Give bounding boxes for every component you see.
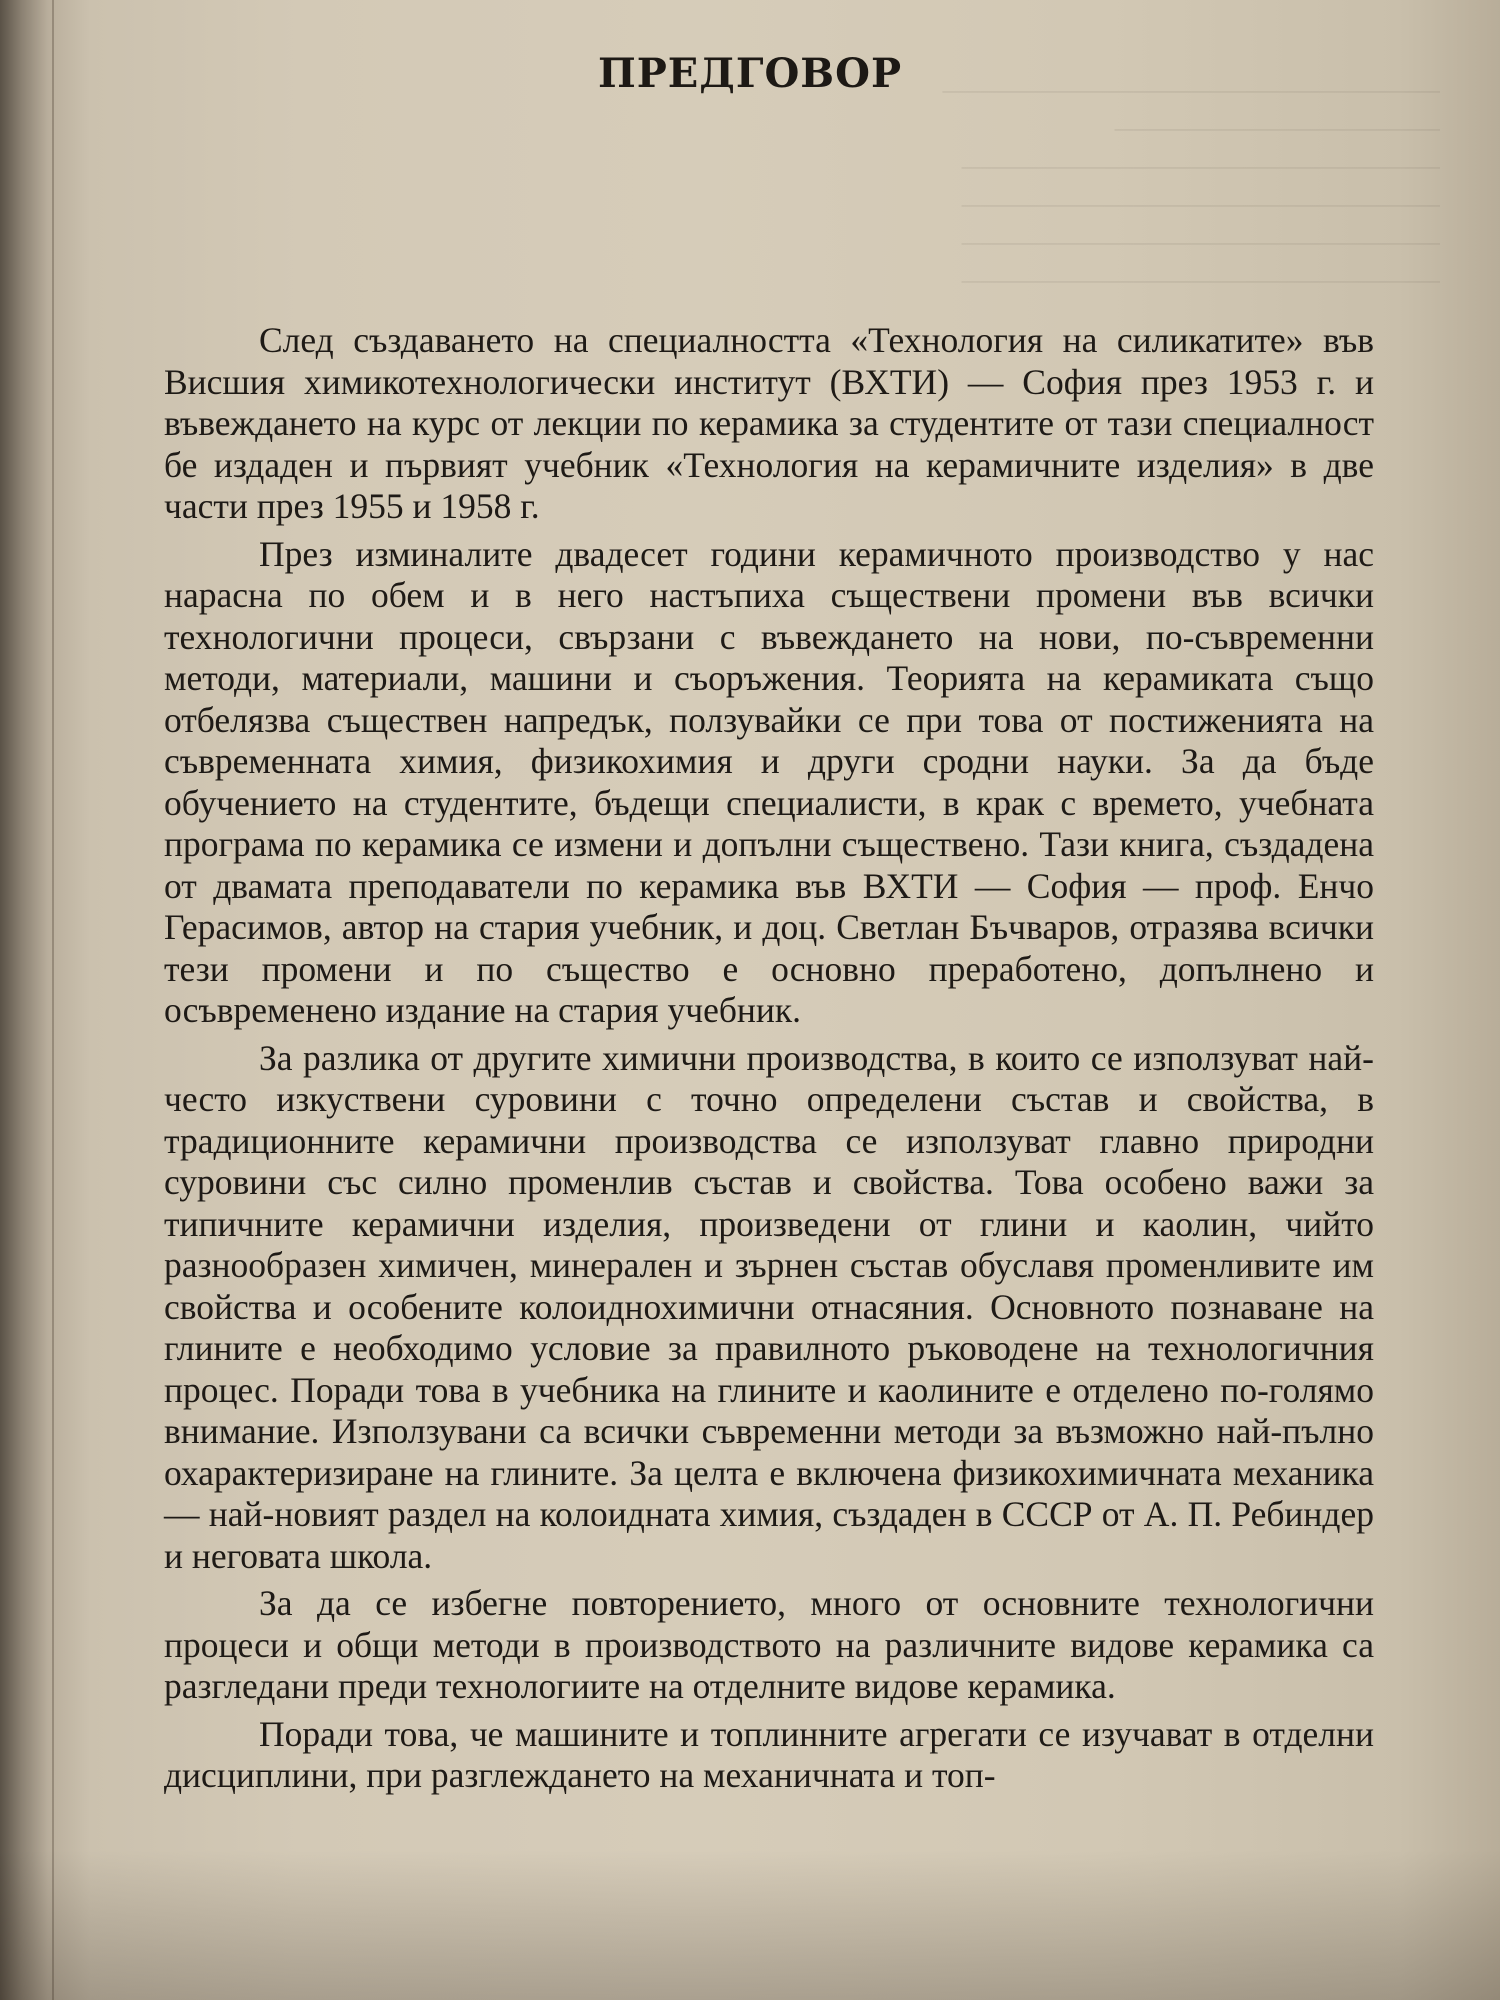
show-through-text: ────────────────────────── ───────────────── ───────────────────────── ───────────────────────── ───────────────────────── ───────────────────────── [942, 76, 1440, 296]
paragraph: За да се избегне повторението, много от основните технологични процеси и общи методи в производството на различните видове керамика са разгледани преди технологиите на отделните видове керамика. [164, 1583, 1374, 1706]
paragraph: За разлика от другите химични производства, в които се използуват най-често изкуствени суровини с точно определени състав и свойства, в традиционните керамични производства се използуват главно природни суровини със силно променлив състав и свойства. Това особено важи за типичните керамични изделия, произведени от глини и каолин, чийто разнообразен химичен, минерален и зърнен състав обуславя променливите им свойства и особените колоиднохимични отнасяния. Основното познаване на глините е необходимо условие за правилното ръководене на технологичния процес. Поради това в учебника на глините и каолините е отделено по-голямо внимание. Използувани са всички съвременни методи за възможно най-пълно охарактеризиране на глините. За целта е включена физикохимичната механика — най-новият раздел на колоидната химия, създаден в СССР от А. П. Ребиндер и неговата школа. [164, 1037, 1374, 1576]
page-title: ПРЕДГОВОР [597, 50, 903, 97]
paragraph: След създаването на специалността «Технология на силикатите» във Висшия химикотехнологически институт (ВХТИ) — София през 1953 г. и въвеждането на курс от лекции по керамика за студентите от тази специалност бе издаден и първият учебник «Технология на керамичните изделия» в две части през 1955 и 1958 г. [164, 320, 1374, 526]
paragraph: Поради това, че машините и топлинните агрегати се изучават в отделни дисциплини, при разглеждането на механичната и топ- [164, 1713, 1374, 1795]
paragraph: През изминалите двадесет години керамичното производство у нас нарасна по обем и в него настъпиха съществени промени във всички технологични процеси, свързани с въвеждането на нови, по-съвременни методи, материали, машини и съоръжения. Теорията на керамиката също отбелязва съществен напредък, ползувайки се при това от постиженията на съвременната химия, физикохимия и други сродни науки. За да бъде обучението на студентите, бъдещи специалисти, в крак с времето, учебната програма по керамика се измени и допълни съществено. Тази книга, създадена от двамата преподаватели по керамика във ВХТИ — София — проф. Енчо Герасимов, автор на стария учебник, и доц. Светлан Бъчваров, отразява всички тези промени и по същество е основно преработено, допълнено и осъвременено издание на стария учебник. [164, 533, 1374, 1030]
body-text [164, 320, 1374, 1803]
